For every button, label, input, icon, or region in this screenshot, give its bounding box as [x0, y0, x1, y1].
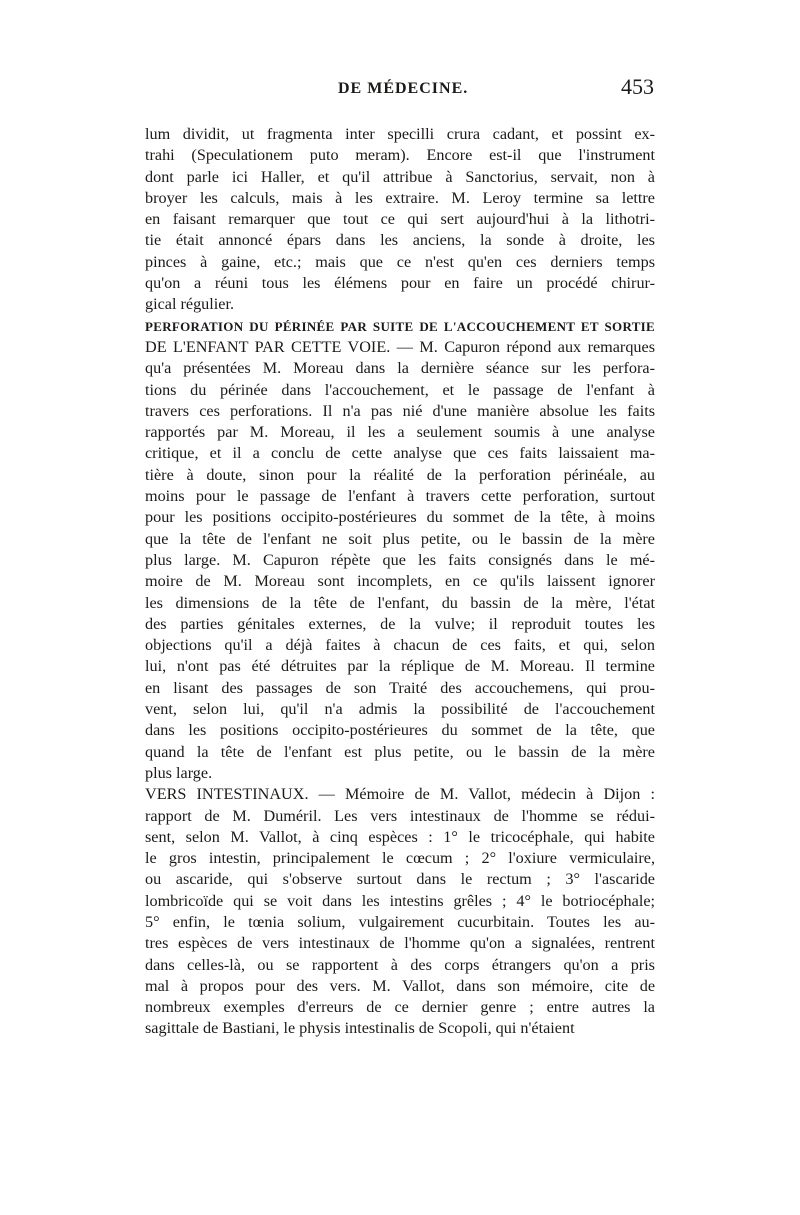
text-line: lombricoïde qui se voit dans les intestins grêles ; 4° le botriocéphale;	[145, 891, 655, 910]
text-line: rapportés par M. Moreau, il les a seulement soumis à une analyse	[145, 423, 655, 442]
text-line: dans les positions occipito-postérieures du sommet de la tête, que	[145, 721, 655, 740]
text-line: sagittale de Bastiani, le physis intestinalis de Scopoli, qui n'étaient	[145, 1019, 575, 1038]
text-line: lui, n'ont pas été détruites par la réplique de M. Moreau. Il termine	[145, 657, 655, 676]
text-line: travers ces perforations. Il n'a pas nié d'une manière absolue les faits	[145, 401, 655, 420]
text-line: pinces à gaine, etc.; mais que ce n'est qu'en ces derniers temps	[145, 252, 655, 271]
text-line: moins pour le passage de l'enfant à travers cette perforation, surtout	[145, 487, 655, 506]
text-line: qu'on a réuni tous les élémens pour en faire un procédé chirur-	[145, 274, 655, 293]
text-line: DE L'ENFANT PAR CETTE VOIE. — M. Capuron répond aux remarques	[145, 337, 655, 356]
text-line: en lisant des passages de son Traité des accouchemens, qui prou-	[145, 678, 655, 697]
section-heading-vers-intestinaux: VERS INTESTINAUX. — Mémoire de M. Vallot, médecin à Dijon :	[145, 785, 655, 804]
text-line: tions du périnée dans l'accouchement, et le passage de l'enfant à	[145, 380, 655, 399]
text-line: tie était annoncé épars dans les anciens, la sonde à droite, les	[145, 231, 655, 250]
running-title: DE MÉDECINE.	[338, 80, 469, 97]
text-line: critique, et il a conclu de cette analyse que ces faits laissaient ma-	[145, 444, 655, 463]
text-line: dont parle ici Haller, et qu'il attribue à Sanctorius, servait, non à	[145, 167, 655, 186]
text-line: les dimensions de la tête de l'enfant, du bassin de la mère, l'état	[145, 593, 655, 612]
text-line: plus large.	[145, 763, 213, 782]
text-line: 5° enfin, le tœnia solium, vulgairement cucurbitain. Toutes les au-	[145, 912, 655, 931]
page-number: 453	[621, 74, 654, 99]
text-line: plus large. M. Capuron répète que les faits consignés dans le mé-	[145, 550, 655, 569]
text-line: dans celles-là, ou se rapportent à des corps étrangers qu'on a pris	[145, 955, 655, 974]
text-line: que la tête de l'enfant ne soit plus petite, ou le bassin de la mère	[145, 529, 655, 548]
page-header	[140, 76, 658, 106]
text-line: nombreux exemples d'erreurs de ce dernier genre ; entre autres la	[145, 998, 655, 1017]
text-line: rapport de M. Duméril. Les vers intestinaux de l'homme se rédui-	[145, 806, 655, 825]
text-line: vent, selon lui, qu'il n'a admis la possibilité de l'accouchement	[145, 700, 655, 719]
text-line: trahi (Speculationem puto meram). Encore est-il que l'instrument	[145, 146, 655, 165]
text-line: lum dividit, ut fragmenta inter specilli crura cadant, et possint ex-	[145, 125, 655, 143]
text-line: objections qu'il a déjà faites à chacun de ces faits, et qui, selon	[145, 636, 655, 655]
text-line: en faisant remarquer que tout ce qui sert aujourd'hui à la lithotri-	[145, 210, 655, 229]
text-line: broyer les calculs, mais à les extraire. M. Leroy termine sa lettre	[145, 188, 655, 207]
body-text	[145, 124, 655, 1040]
text-line: gical régulier.	[145, 295, 234, 314]
text-line: quand la tête de l'enfant est plus petite, ou le bassin de la mère	[145, 742, 655, 761]
section-heading-perforation: PERFORATION DU PÉRINÉE PAR SUITE DE L'ACCOUCHEMENT ET SORTIE	[145, 318, 655, 334]
text-line: le gros intestin, principalement le cœcum ; 2° l'oxiure vermiculaire,	[145, 849, 655, 868]
text-line: qu'a présentées M. Moreau dans la dernière séance sur les perfora-	[145, 359, 655, 378]
text-line: des parties génitales externes, de la vulve; il reproduit toutes les	[145, 614, 655, 633]
text-line: tière à doute, sinon pour la réalité de la perforation périnéale, au	[145, 465, 655, 484]
text-line: pour les positions occipito-postérieures du sommet de la tête, à moins	[145, 508, 655, 527]
text-line: ou ascaride, qui s'observe surtout dans le rectum ; 3° l'ascaride	[145, 870, 655, 889]
text-line: moire de M. Moreau sont incomplets, en ce qu'ils laissent ignorer	[145, 572, 655, 591]
text-line: tres espèces de vers intestinaux de l'homme qu'on a signalées, rentrent	[145, 934, 655, 953]
text-line: mal à propos pour des vers. M. Vallot, dans son mémoire, cite de	[145, 976, 655, 995]
text-line: sent, selon M. Vallot, à cinq espèces : 1° le tricocéphale, qui habite	[145, 827, 655, 846]
